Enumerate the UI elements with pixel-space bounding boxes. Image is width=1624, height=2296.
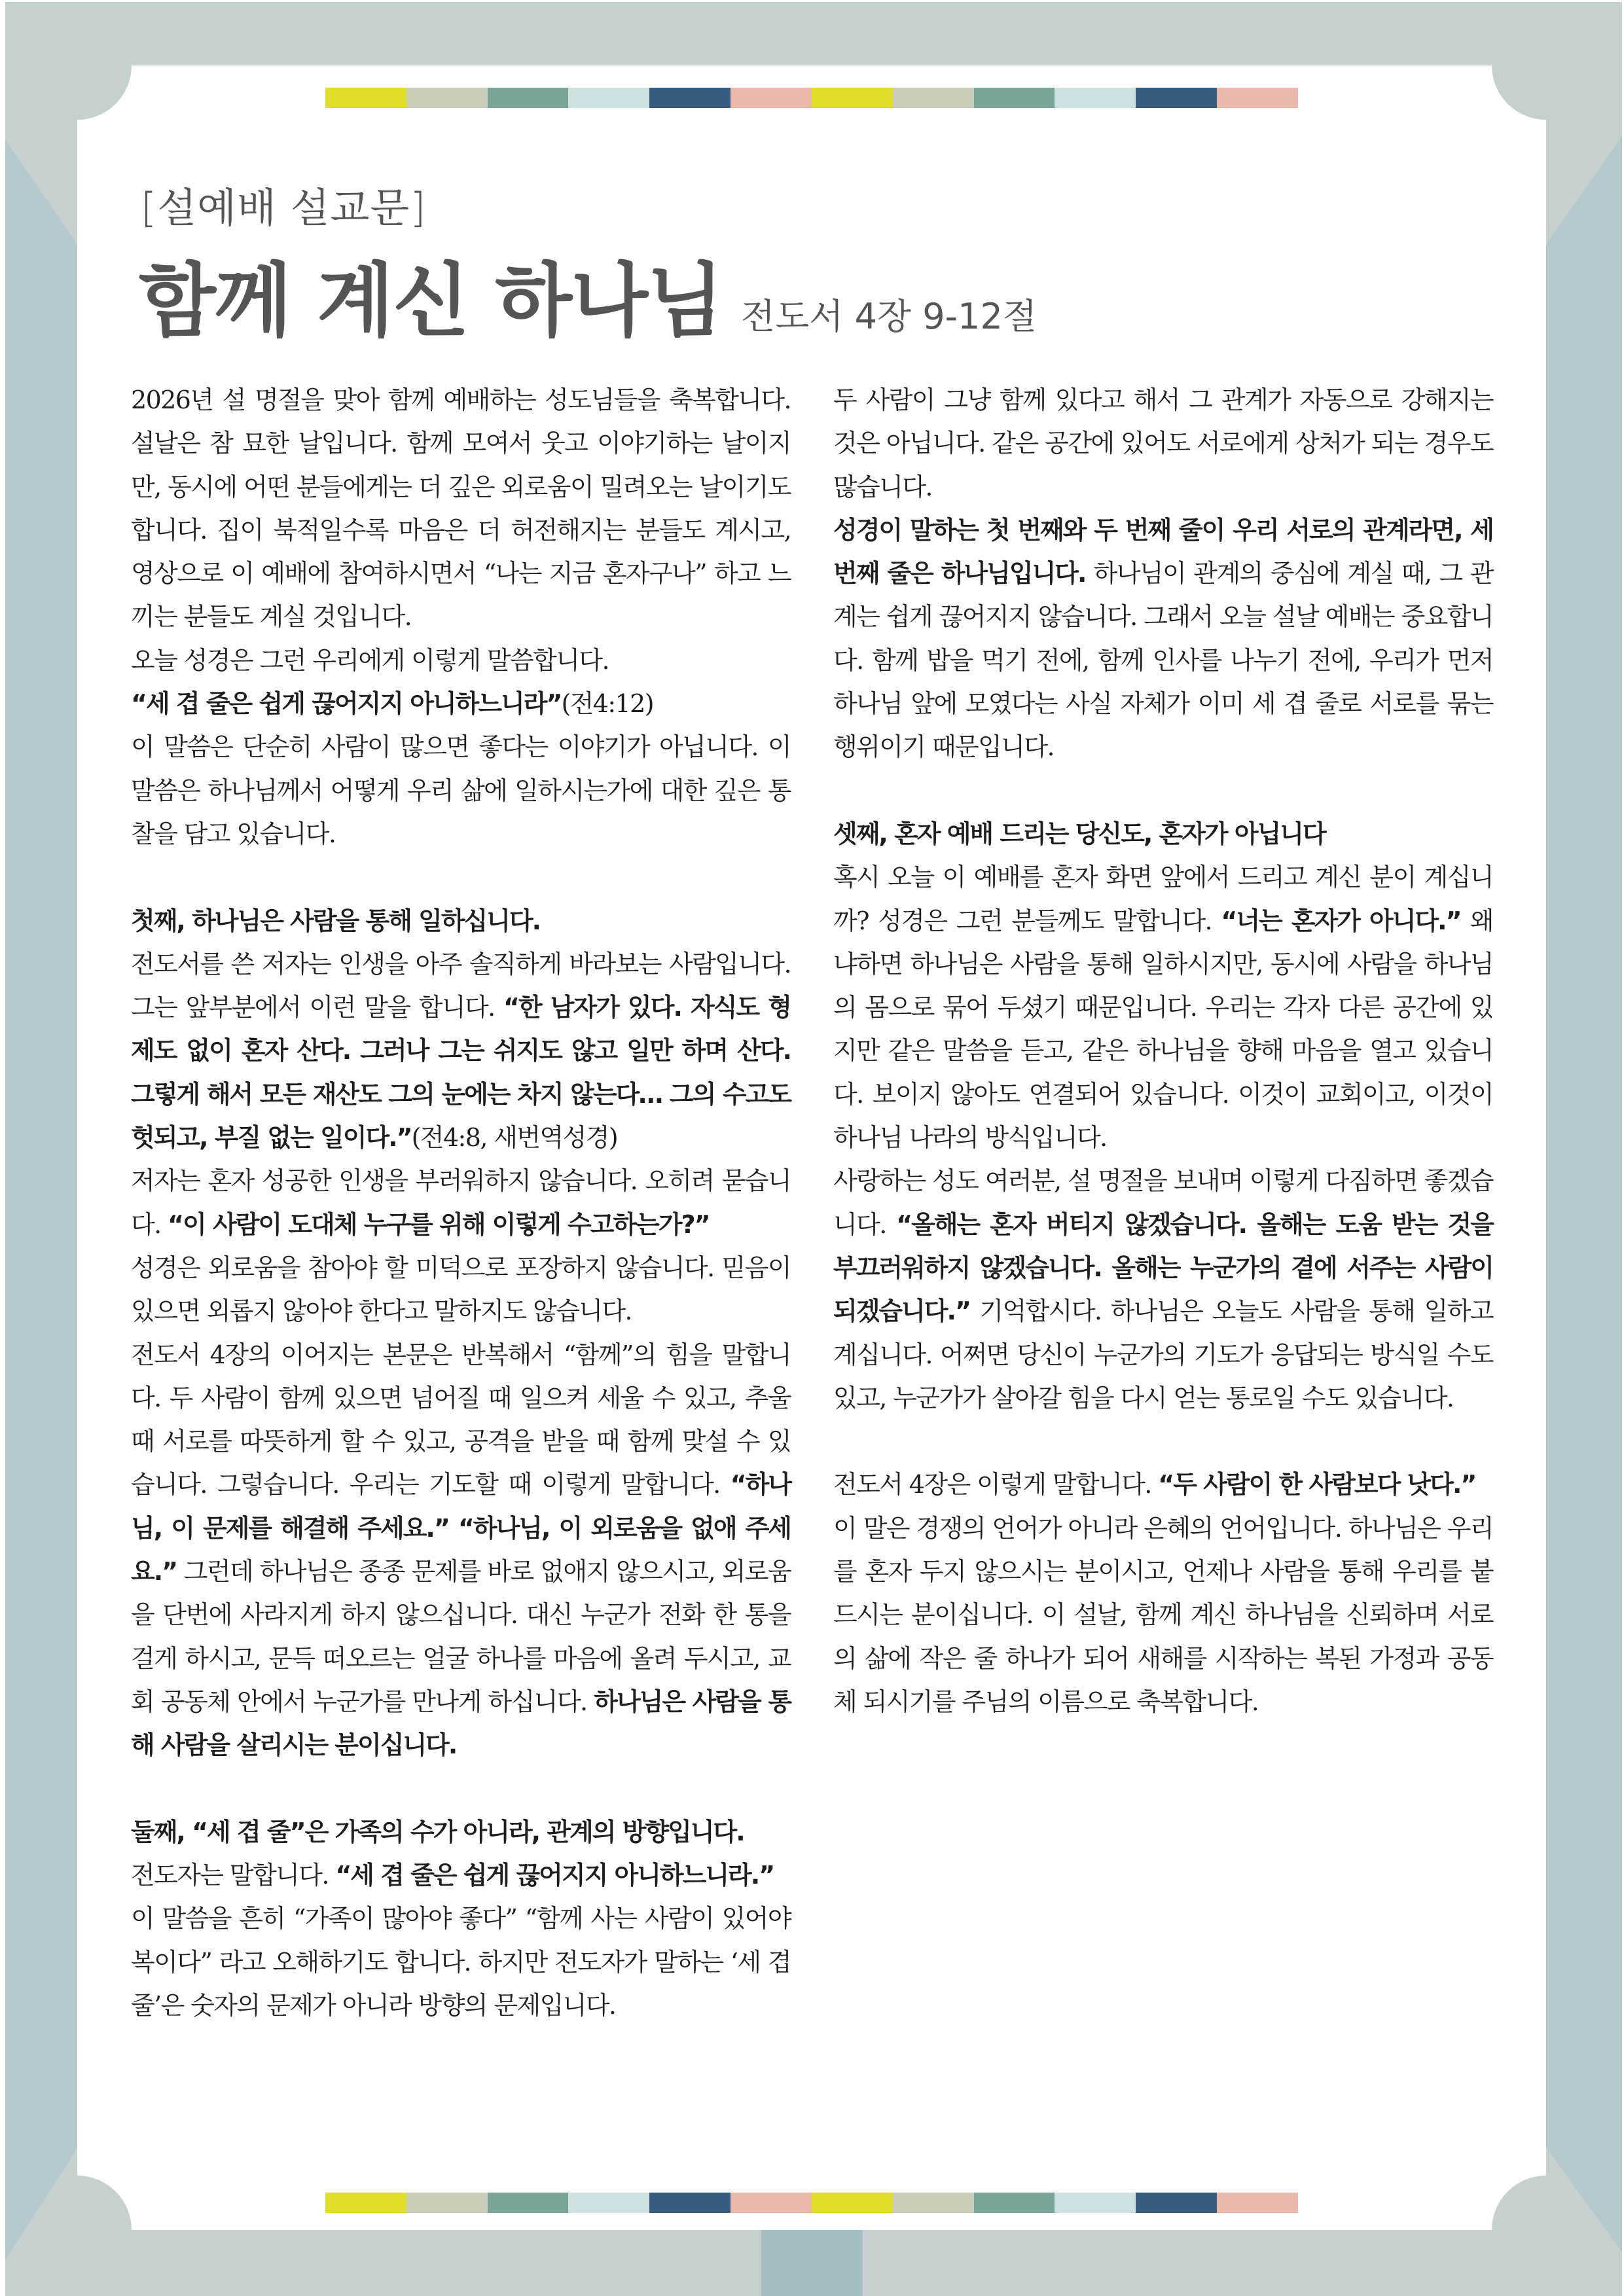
paragraph: 이 말씀을 흔히 “가족이 많아야 좋다” “함께 사는 사람이 있어야 복이다” 라고 오해하기도 합니다. 하지만 전도자가 말하는 ‘세 겹 줄’은 숫자의 문제가 아니라 방향의 문제입니다.: [131, 1904, 791, 2020]
strip-swatch: [1217, 88, 1298, 108]
strip-swatch: [731, 88, 812, 108]
strip-swatch: [1136, 2193, 1217, 2213]
strip-swatch: [812, 88, 893, 108]
paragraph: 전도서 4장은 이렇게 말합니다. “두 사람이 한 사람보다 낫다.”: [833, 1470, 1476, 1499]
sermon-kicker: [설예배 설교문]: [141, 184, 427, 232]
title-row: [139, 237, 1037, 351]
strip-swatch: [1217, 2193, 1298, 2213]
section-heading-2: 둘째, “세 겹 줄”은 가족의 수가 아니라, 관계의 방향입니다.: [131, 1817, 744, 1846]
strip-swatch: [406, 88, 488, 108]
paragraph: 혹시 오늘 이 예배를 혼자 화면 앞에서 드리고 계신 분이 계십니까? 성경은 그런 분들께도 말합니다. “너는 혼자가 아니다.” 왜냐하면 하나님은 사람을 통해 일하시지만, 동시에 사람을 하나님의 몸으로 묶어 두셨기 때문입니다. 우리는 각자 다른 공간에 있지만 같은 말씀을 듣고, 같은 하나님을 향해 마음을 열고 있습니다. 보이지 않아도 연결되어 있습니다. 이것이 교회이고, 이것이 하나님 나라의 방식입니다.: [833, 863, 1494, 1153]
color-strip-bottom: [325, 2193, 1298, 2213]
left-column: [131, 378, 791, 2027]
paragraph: 성경이 말하는 첫 번째와 두 번째 줄이 우리 서로의 관계라면, 세 번째 줄은 하나님입니다. 하나님이 관계의 중심에 계실 때, 그 관계는 쉽게 끊어지지 않습니다. 그래서 오늘 설날 예배는 중요합니다. 함께 밥을 먹기 전에, 함께 인사를 나누기 전에, 우리가 먼저 하나님 앞에 모였다는 사실 자체가 이미 세 겹 줄로 서로를 묶는 행위이기 때문입니다.: [833, 515, 1493, 762]
spacer: [131, 855, 791, 899]
section-heading-1: 첫째, 하나님은 사람을 통해 일하십니다.: [131, 906, 541, 935]
bottom-tab-decoration: [761, 2230, 863, 2296]
strip-swatch: [488, 2193, 569, 2213]
spacer: [131, 1767, 791, 1810]
strip-swatch: [974, 88, 1055, 108]
paragraph: 이 말씀은 단순히 사람이 많으면 좋다는 이야기가 아닙니다. 이 말씀은 하나님께서 어떻게 우리 삶에 일하시는가에 대한 깊은 통찰을 담고 있습니다.: [131, 732, 791, 848]
strip-swatch: [731, 2193, 812, 2213]
page-title: 함께 계신 하나님: [139, 255, 723, 348]
strip-swatch: [1055, 2193, 1136, 2213]
strip-swatch: [325, 88, 406, 108]
strip-swatch: [893, 2193, 974, 2213]
paragraph: 전도서 4장의 이어지는 본문은 반복해서 “함께”의 힘을 말합니다. 두 사람이 함께 있으면 넘어질 때 일으켜 세울 수 있고, 추울 때 서로를 따뜻하게 할 수 있고, 공격을 받을 때 함께 맞설 수 있습니다. 그렇습니다. 우리는 기도할 때 이렇게 말합니다. “하나님, 이 문제를 해결해 주세요.” “하나님, 이 외로움을 없애 주세요.” 그런데 하나님은 종종 문제를 바로 없애지 않으시고, 외로움을 단번에 사라지게 하지 않으십니다. 대신 누군가 전화 한 통을 걸게 하시고, 문득 떠오르는 얼굴 하나를 마음에 올려 두시고, 교회 공동체 안에서 누군가를 만나게 하십니다. 하나님은 사람을 통해 사람을 살리시는 분이십니다.: [131, 1340, 791, 1760]
strip-swatch: [406, 2193, 488, 2213]
strip-swatch: [974, 2193, 1055, 2213]
scripture-reference: 전도서 4장 9-12절: [740, 296, 1037, 337]
strip-swatch: [812, 2193, 893, 2213]
paragraph-closing-blessing: 이 말은 경쟁의 언어가 아니라 은혜의 언어입니다. 하나님은 우리를 혼자 두지 않으시는 분이시고, 언제나 사람을 통해 우리를 붙드시는 분이십니다. 이 설날, 함께 계신 하나님을 신뢰하며 서로의 삶에 작은 줄 하나가 되어 새해를 시작하는 복된 가정과 공동체 되시기를 주님의 이름으로 축복합니다.: [833, 1513, 1493, 1716]
strip-swatch: [1055, 88, 1136, 108]
paragraph: 두 사람이 그냥 함께 있다고 해서 그 관계가 자동으로 강해지는 것은 아닙니다. 같은 공간에 있어도 서로에게 상처가 되는 경우도 많습니다.: [833, 386, 1493, 501]
strip-swatch: [649, 88, 731, 108]
paragraph: 전도서를 쓴 저자는 인생을 아주 솔직하게 바라보는 사람입니다. 그는 앞부분에서 이런 말을 합니다. “한 남자가 있다. 자식도 형제도 없이 혼자 산다. 그러나 그는 쉬지도 않고 일만 하며 산다. 그렇게 해서 모든 재산도 그의 눈에는 차지 않는다… 그의 수고도 헛되고, 부질 없는 일이다.”(전4:8, 새번역성경): [131, 949, 791, 1153]
paragraph-intro: 오늘 성경은 그런 우리에게 이렇게 말씀합니다.: [131, 645, 609, 675]
strip-swatch: [325, 2193, 406, 2213]
strip-swatch: [649, 2193, 731, 2213]
paragraph: 성경은 외로움을 참아야 할 미덕으로 포장하지 않습니다. 믿음이 있으면 외롭지 않아야 한다고 말하지도 않습니다.: [131, 1253, 791, 1326]
spacer: [833, 769, 1493, 812]
color-strip-top: [325, 88, 1298, 108]
strip-swatch: [1136, 88, 1217, 108]
paragraph: 사랑하는 성도 여러분, 설 명절을 보내며 이렇게 다짐하면 좋겠습니다. “올해는 혼자 버티지 않겠습니다. 올해는 도움 받는 것을 부끄러워하지 않겠습니다. 올해는 누군가의 곁에 서주는 사람이 되겠습니다.” 기억합시다. 하나님은 오늘도 사람을 통해 일하고 계십니다. 어쩌면 당신이 누군가의 기도가 응답되는 방식일 수도 있고, 누군가가 살아갈 힘을 다시 얻는 통로일 수도 있습니다.: [833, 1166, 1493, 1412]
strip-swatch: [893, 88, 974, 108]
paragraph: 전도자는 말합니다. “세 겹 줄은 쉽게 끊어지지 아니하느니라.”: [131, 1861, 774, 1890]
strip-swatch: [488, 88, 569, 108]
spacer: [833, 1420, 1493, 1463]
strip-swatch: [568, 88, 649, 108]
key-verse: “세 겹 줄은 쉽게 끊어지지 아니하느니라”(전4:12): [131, 689, 653, 719]
section-heading-3: 셋째, 혼자 예배 드리는 당신도, 혼자가 아닙니다: [833, 819, 1326, 848]
paragraph: 저자는 혼자 성공한 인생을 부러워하지 않습니다. 오히려 묻습니다. “이 사람이 도대체 누구를 위해 이렇게 수고하는가?”: [131, 1166, 791, 1239]
right-column: [833, 378, 1493, 1723]
strip-swatch: [568, 2193, 649, 2213]
paragraph-greeting: 2026년 설 명절을 맞아 함께 예배하는 성도님들을 축복합니다. 설날은 참 묘한 날입니다. 함께 모여서 웃고 이야기하는 날이지만, 동시에 어떤 분들에게는 더 깊은 외로움이 밀려오는 날이기도 합니다. 집이 북적일수록 마음은 더 허전해지는 분들도 계시고, 영상으로 이 예배에 참여하시면서 “나는 지금 혼자구나” 하고 느끼는 분들도 계실 것입니다.: [131, 386, 791, 632]
